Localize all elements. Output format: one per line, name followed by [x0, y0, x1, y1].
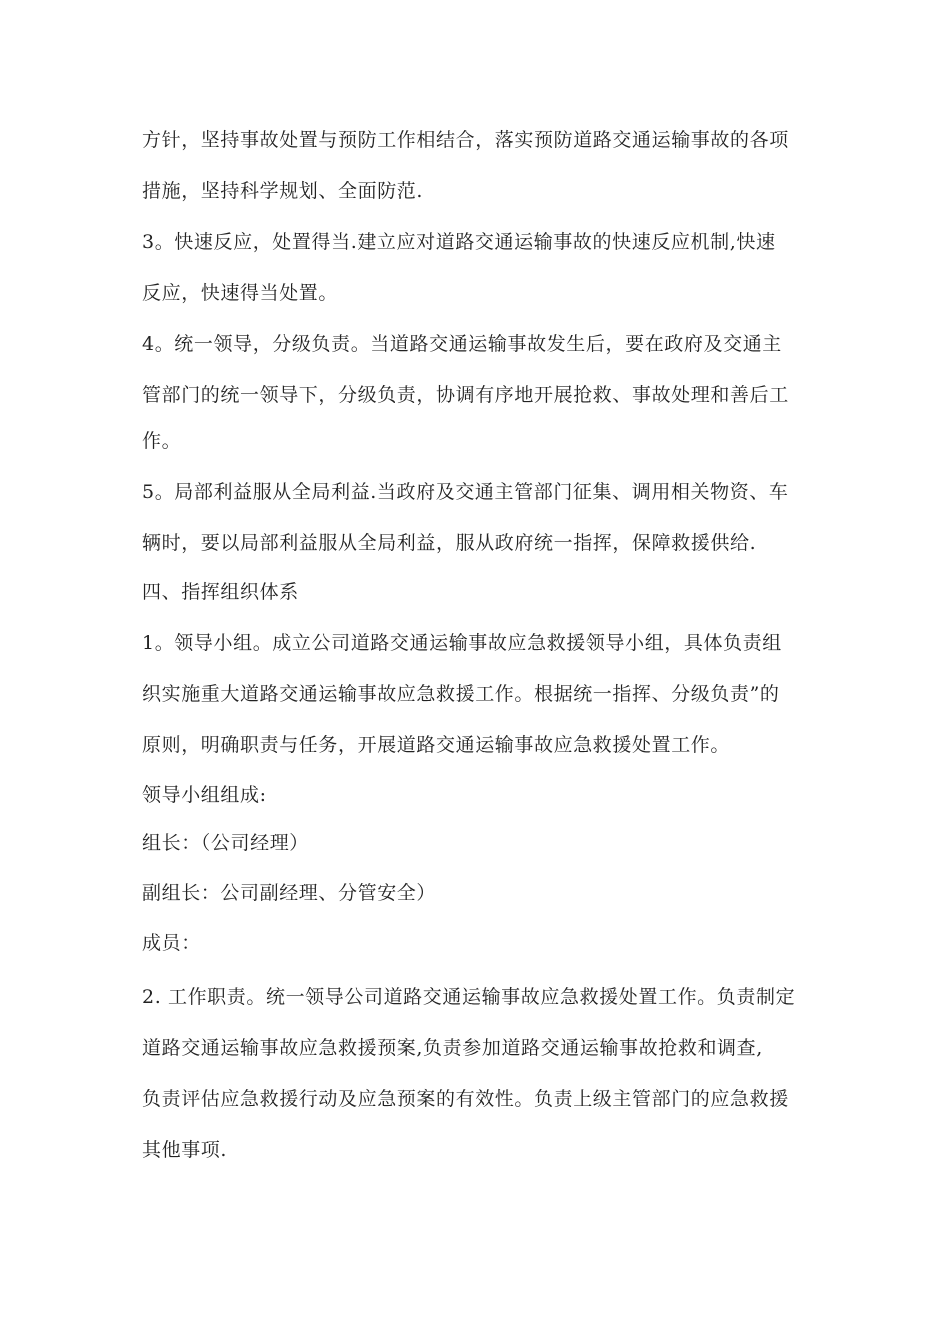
text-line: 其他事项.	[142, 1139, 228, 1161]
text-line: 措施，坚持科学规划、全面防范.	[142, 180, 424, 202]
text-line: 反应，快速得当处置。	[142, 282, 339, 304]
text-line: 组长：（公司经理）	[142, 832, 309, 854]
text-line: 4。统一领导，分级负责。当道路交通运输事故发生后，要在政府及交通主	[142, 333, 782, 355]
section-heading: 四、指挥组织体系	[142, 581, 299, 603]
text-line: 道路交通运输事故应急救援预案,负责参加道路交通运输事故抢救和调查,	[142, 1037, 763, 1059]
text-line: 方针，坚持事故处置与预防工作相结合，落实预防道路交通运输事故的各项	[142, 129, 789, 151]
text-line: 原则，明确职责与任务，开展道路交通运输事故应急救援处置工作。	[142, 734, 731, 756]
text-line: 管部门的统一领导下，分级负责，协调有序地开展抢救、事故处理和善后工	[142, 384, 789, 406]
text-line: 5。局部利益服从全局利益.当政府及交通主管部门征集、调用相关物资、车	[142, 481, 789, 503]
text-line: 副组长：公司副经理、分管安全）	[142, 882, 437, 904]
text-line: 负责评估应急救援行动及应急预案的有效性。负责上级主管部门的应急救援	[142, 1088, 789, 1110]
text-line: 1。领导小组。成立公司道路交通运输事故应急救援领导小组，具体负责组	[142, 632, 782, 654]
text-line: 领导小组组成:	[142, 784, 267, 806]
text-line: 织实施重大道路交通运输事故应急救援工作。根据统一指挥、分级负责”的	[142, 683, 780, 705]
text-line: 成员：	[142, 932, 201, 954]
text-line: 3。快速反应，处置得当.建立应对道路交通运输事故的快速反应机制,快速	[142, 231, 776, 253]
text-line: 辆时，要以局部利益服从全局利益，服从政府统一指挥，保障救援供给.	[142, 532, 757, 554]
text-line: 2. 工作职责。统一领导公司道路交通运输事故应急救援处置工作。负责制定	[142, 986, 796, 1008]
text-line: 作。	[142, 430, 182, 452]
